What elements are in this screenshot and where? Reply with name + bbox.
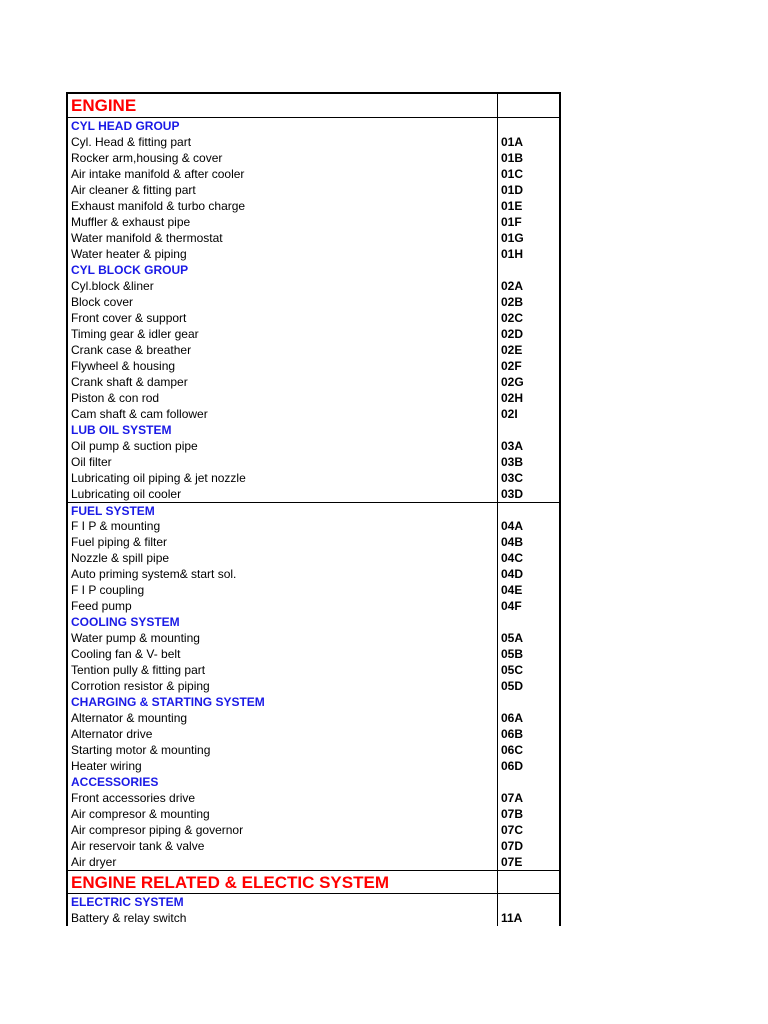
part-description: Exhaust manifold & turbo charge: [68, 198, 498, 214]
part-code: 02E: [501, 343, 523, 357]
table-row: [68, 182, 559, 198]
part-description: Flywheel & housing: [68, 358, 498, 374]
table-row: [68, 742, 559, 758]
table-row: [68, 534, 559, 550]
table-row: [68, 790, 559, 806]
part-description: Muffler & exhaust pipe: [68, 214, 498, 230]
part-code: 05C: [501, 663, 524, 677]
table-row: [68, 198, 559, 214]
table-row: [68, 310, 559, 326]
table-row: [68, 582, 559, 598]
group-code-cell: [498, 894, 559, 910]
group-code-cell: [498, 774, 559, 790]
part-description: Oil pump & suction pipe: [68, 438, 498, 454]
table-row: [68, 390, 559, 406]
group-code-cell: [498, 503, 559, 518]
table-row: [68, 566, 559, 582]
part-description: F I P & mounting: [68, 518, 498, 534]
part-code: 01A: [501, 135, 524, 149]
table-row: [68, 726, 559, 742]
part-description: Auto priming system& start sol.: [68, 566, 498, 582]
table-row: [68, 678, 559, 694]
part-description: Front cover & support: [68, 310, 498, 326]
part-code: 02G: [501, 375, 524, 389]
part-code: 07E: [501, 855, 523, 869]
part-code: 05B: [501, 647, 524, 661]
part-description: Water manifold & thermostat: [68, 230, 498, 246]
section-title: ENGINE RELATED & ELECTIC SYSTEM: [68, 871, 498, 893]
part-code: 06C: [501, 743, 524, 757]
group-code-cell: [498, 262, 559, 278]
part-code: 01H: [501, 247, 524, 261]
table-row: [68, 342, 559, 358]
part-description: Piston & con rod: [68, 390, 498, 406]
table-row: [68, 326, 559, 342]
part-description: Air compresor & mounting: [68, 806, 498, 822]
part-description: Heater wiring: [68, 758, 498, 774]
part-description: Cyl. Head & fitting part: [68, 134, 498, 150]
part-code: 03B: [501, 455, 524, 469]
part-description: Air reservoir tank & valve: [68, 838, 498, 854]
group-header-row: [68, 694, 559, 710]
part-code: 03D: [501, 487, 524, 501]
group-title: COOLING SYSTEM: [68, 614, 498, 630]
group-header-row: [68, 774, 559, 790]
part-description: Air dryer: [68, 854, 498, 870]
part-description: Block cover: [68, 294, 498, 310]
group-title: CYL HEAD GROUP: [68, 118, 498, 134]
part-code: 02H: [501, 391, 524, 405]
part-code: 01G: [501, 231, 524, 245]
part-code: 04D: [501, 567, 524, 581]
table-row: [68, 438, 559, 454]
table-row: [68, 822, 559, 838]
table-row: [68, 838, 559, 854]
group-header-row: [68, 502, 559, 518]
part-description: Fuel piping & filter: [68, 534, 498, 550]
part-code: 02B: [501, 295, 524, 309]
table-row: [68, 166, 559, 182]
part-description: Corrotion resistor & piping: [68, 678, 498, 694]
table-row: [68, 470, 559, 486]
group-header-row: [68, 118, 559, 134]
part-code: 02F: [501, 359, 522, 373]
table-row: [68, 454, 559, 470]
part-code: 03A: [501, 439, 524, 453]
part-description: Nozzle & spill pipe: [68, 550, 498, 566]
part-description: Front accessories drive: [68, 790, 498, 806]
part-code: 07B: [501, 807, 524, 821]
group-header-row: [68, 422, 559, 438]
part-code: 01B: [501, 151, 524, 165]
part-description: Alternator drive: [68, 726, 498, 742]
table-row: [68, 646, 559, 662]
part-description: Water pump & mounting: [68, 630, 498, 646]
group-code-cell: [498, 614, 559, 630]
part-description: Alternator & mounting: [68, 710, 498, 726]
part-code: 01C: [501, 167, 524, 181]
table-row: [68, 294, 559, 310]
table-row: [68, 486, 559, 502]
part-description: Tention pully & fitting part: [68, 662, 498, 678]
part-code: 04C: [501, 551, 524, 565]
section-header-row: [68, 870, 559, 894]
part-code: 05A: [501, 631, 524, 645]
part-code: 04B: [501, 535, 524, 549]
table-row: [68, 854, 559, 870]
group-title: CHARGING & STARTING SYSTEM: [68, 694, 498, 710]
part-code: 07A: [501, 791, 524, 805]
part-code: 02A: [501, 279, 524, 293]
table-row: [68, 910, 559, 926]
part-description: Cyl.block &liner: [68, 278, 498, 294]
group-code-cell: [498, 118, 559, 134]
part-code: 02I: [501, 407, 518, 421]
table-row: [68, 374, 559, 390]
table-row: [68, 134, 559, 150]
part-code: 03C: [501, 471, 524, 485]
part-description: Crank case & breather: [68, 342, 498, 358]
part-description: Oil filter: [68, 454, 498, 470]
table-row: [68, 214, 559, 230]
part-description: Lubricating oil piping & jet nozzle: [68, 470, 498, 486]
parts-index-table: [66, 92, 561, 926]
part-description: Starting motor & mounting: [68, 742, 498, 758]
part-code: 01F: [501, 215, 522, 229]
table-row: [68, 230, 559, 246]
part-code: 01E: [501, 199, 523, 213]
table-row: [68, 150, 559, 166]
table-row: [68, 598, 559, 614]
part-code: 11A: [501, 911, 523, 925]
section-code-cell: [498, 871, 559, 893]
part-description: Cam shaft & cam follower: [68, 406, 498, 422]
table-row: [68, 758, 559, 774]
section-header-row: [68, 94, 559, 118]
group-title: FUEL SYSTEM: [68, 503, 498, 518]
part-description: Rocker arm,housing & cover: [68, 150, 498, 166]
section-code-cell: [498, 94, 559, 117]
part-code: 04F: [501, 599, 522, 613]
table-row: [68, 518, 559, 534]
table-row: [68, 710, 559, 726]
part-description: Air intake manifold & after cooler: [68, 166, 498, 182]
table-row: [68, 278, 559, 294]
part-code: 06D: [501, 759, 524, 773]
part-description: F I P coupling: [68, 582, 498, 598]
group-header-row: [68, 262, 559, 278]
table-row: [68, 358, 559, 374]
group-code-cell: [498, 694, 559, 710]
part-description: Feed pump: [68, 598, 498, 614]
section-title: ENGINE: [68, 94, 498, 117]
group-title: LUB OIL SYSTEM: [68, 422, 498, 438]
part-code: 06A: [501, 711, 524, 725]
part-code: 04E: [501, 583, 523, 597]
group-title: ELECTRIC SYSTEM: [68, 894, 498, 910]
part-description: Water heater & piping: [68, 246, 498, 262]
table-row: [68, 630, 559, 646]
part-code: 07C: [501, 823, 524, 837]
group-header-row: [68, 614, 559, 630]
table-row: [68, 406, 559, 422]
group-header-row: [68, 894, 559, 910]
part-code: 02C: [501, 311, 524, 325]
part-code: 06B: [501, 727, 524, 741]
part-code: 02D: [501, 327, 524, 341]
part-description: Timing gear & idler gear: [68, 326, 498, 342]
part-code: 01D: [501, 183, 524, 197]
part-code: 07D: [501, 839, 524, 853]
table-row: [68, 662, 559, 678]
part-code: 05D: [501, 679, 524, 693]
table-row: [68, 550, 559, 566]
group-code-cell: [498, 422, 559, 438]
table-row: [68, 246, 559, 262]
part-description: Crank shaft & damper: [68, 374, 498, 390]
part-description: Lubricating oil cooler: [68, 486, 498, 502]
table-row: [68, 806, 559, 822]
group-title: CYL BLOCK GROUP: [68, 262, 498, 278]
part-description: Battery & relay switch: [68, 910, 498, 926]
part-code: 04A: [501, 519, 524, 533]
group-title: ACCESSORIES: [68, 774, 498, 790]
part-description: Cooling fan & V- belt: [68, 646, 498, 662]
part-description: Air compresor piping & governor: [68, 822, 498, 838]
part-description: Air cleaner & fitting part: [68, 182, 498, 198]
